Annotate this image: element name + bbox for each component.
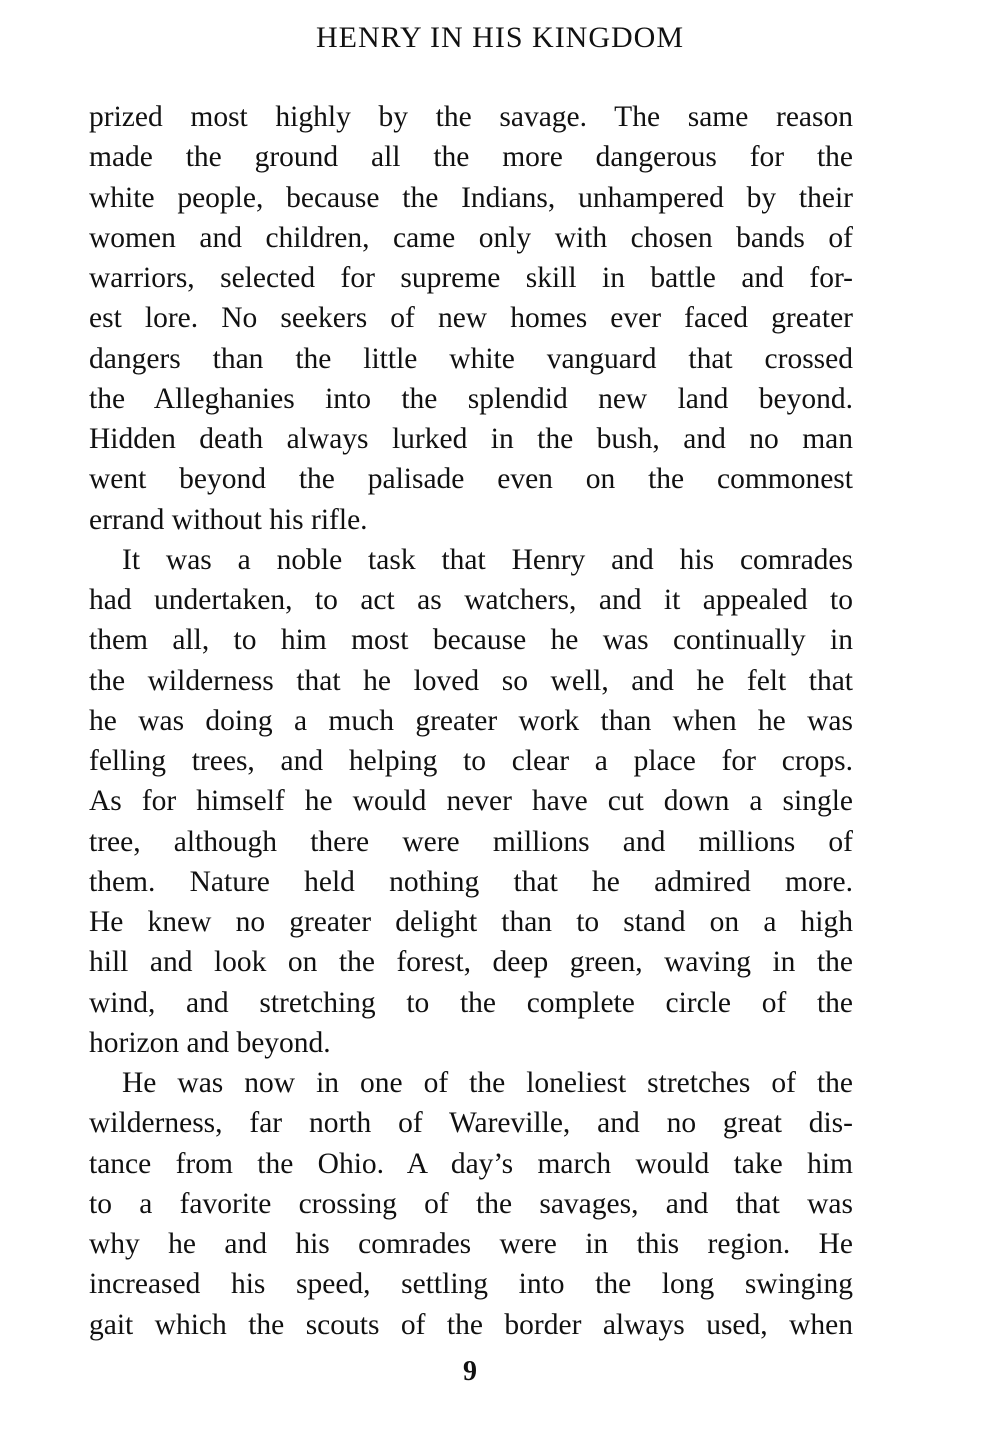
paragraph-2 <box>89 540 853 1063</box>
text-line: felling trees, and helping to clear a place for crops. <box>89 745 853 777</box>
text-line: dangers than the little white vanguard that crossed <box>89 342 853 375</box>
text-line: gait which the scouts of the border always used, when <box>89 1308 853 1341</box>
text-line: est lore. No seekers of new homes ever faced greater <box>89 302 853 335</box>
page-number: 9 <box>463 1356 477 1387</box>
text-line: He was now in one of the loneliest stretches of the <box>122 1067 853 1099</box>
text-line: why he and his comrades were in this region. He <box>89 1228 853 1260</box>
text-line: errand without his rifle. <box>89 503 368 536</box>
paragraph-3 <box>89 1063 853 1345</box>
text-line: prized most highly by the savage. The same reason <box>89 101 853 133</box>
body-text <box>89 97 853 1345</box>
text-line: women and children, came only with chosen bands of <box>89 221 853 254</box>
text-line: Hidden death always lurked in the bush, and no man <box>89 423 853 455</box>
text-line: them all, to him most because he was continually in <box>89 624 853 657</box>
text-line: made the ground all the more dangerous for the <box>89 141 853 174</box>
text-line: the wilderness that he loved so well, and he felt that <box>89 664 853 697</box>
text-line: horizon and beyond. <box>89 1026 331 1059</box>
text-line: As for himself he would never have cut down a single <box>89 785 853 818</box>
text-line: wilderness, far north of Wareville, and no great dis- <box>89 1107 853 1140</box>
text-line: the Alleghanies into the splendid new land beyond. <box>89 382 853 415</box>
running-head: HENRY IN HIS KINGDOM <box>315 21 685 54</box>
text-line: hill and look on the forest, deep green, waving in the <box>89 946 853 979</box>
text-line: It was a noble task that Henry and his comrades <box>122 543 853 576</box>
text-line: wind, and stretching to the complete circle of the <box>89 986 853 1019</box>
text-line: he was doing a much greater work than when he was <box>89 704 853 737</box>
text-line: white people, because the Indians, unhampered by their <box>89 181 853 214</box>
text-line: warriors, selected for supreme skill in battle and for- <box>89 262 853 294</box>
text-line: had undertaken, to act as watchers, and it appealed to <box>89 584 853 616</box>
text-line: tree, although there were millions and millions of <box>89 825 853 858</box>
text-line: He knew no greater delight than to stand on a high <box>89 906 853 938</box>
text-line: increased his speed, settling into the long swinging <box>89 1268 853 1301</box>
text-line: went beyond the palisade even on the commonest <box>89 463 853 496</box>
paragraph-1 <box>89 97 853 540</box>
text-line: them. Nature held nothing that he admired more. <box>89 865 853 898</box>
text-line: to a favorite crossing of the savages, and that was <box>89 1187 853 1220</box>
text-line: tance from the Ohio. A day’s march would take him <box>89 1147 853 1180</box>
